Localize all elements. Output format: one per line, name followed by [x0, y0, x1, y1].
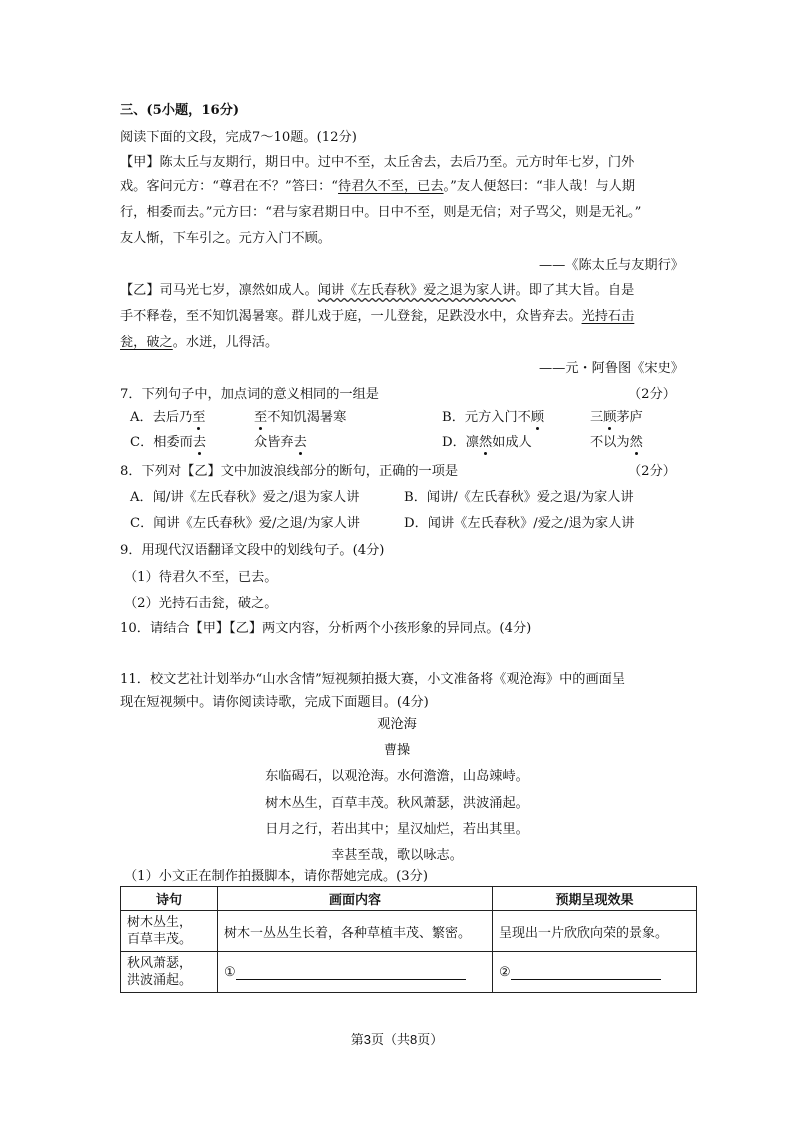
q8-stem: 8．下列对【乙】文中加波浪线部分的断句，正确的一项是 [120, 464, 459, 479]
table-header: 画面内容 [218, 887, 493, 911]
poem-line-2: 树木丛生，百草丰茂。秋风萧瑟，洪波涌起。 [265, 796, 529, 811]
page-footer: 第3页（共8页） [350, 1032, 444, 1047]
q7-option-a-2: 至不知饥渴暑寒 [254, 410, 347, 425]
q8-option-a: A．闻/讲《左氏春秋》爱之/退为家人讲 [130, 490, 360, 505]
q11-line-2: 现在短视频中。请你阅读诗歌，完成下面题目。(4分) [120, 695, 429, 710]
jia-source: ——《陈太丘与友期行》 [538, 258, 684, 273]
table-row [121, 952, 697, 993]
q7-option-c-2: 众皆弃去 [254, 435, 307, 450]
q7-points: （2分） [628, 387, 676, 402]
section-title: 三、(5小题，16分) [120, 103, 240, 118]
table-row [121, 911, 697, 952]
poem-title: 观沧海 [377, 717, 417, 732]
poem-author: 曹操 [383, 743, 411, 758]
table-header: 诗句 [121, 887, 218, 911]
underlined-sentence-2b: 瓮，破之 [120, 335, 173, 350]
poem-line-1: 东临碣石，以观沧海。水何澹澹，山岛竦峙。 [265, 769, 529, 784]
q7-option-d-2: 不以为然 [590, 435, 643, 450]
underlined-sentence-2a: 光持石击 [581, 309, 635, 324]
q8-points: （2分） [628, 464, 676, 479]
answer-blank-2[interactable] [511, 967, 661, 980]
answer-blank-1[interactable] [236, 967, 466, 980]
q7-option-d: D．凛然如成人 [442, 435, 532, 450]
q7-option-b: B．元方入门不顾 [442, 410, 545, 425]
effect-answer-cell[interactable]: ② [493, 952, 697, 993]
yi-line-1: 【乙】司马光七岁，凛然如成人。闻讲《左氏春秋》爱之退为家人讲。即了其大旨。自是 [120, 283, 635, 298]
q9-sentence-1: （1）待君久不至，已去。 [124, 570, 278, 585]
yi-source: ——元・阿鲁图《宋史》 [538, 361, 684, 376]
q9-stem: 9．用现代汉语翻译文段中的划线句子。(4分) [120, 543, 385, 558]
wavy-sentence: 闻讲《左氏春秋》爱之退为家人讲 [317, 283, 516, 298]
q7-option-c: C．相委而去 [130, 435, 207, 450]
underlined-sentence-1: 待君久不至，已去 [338, 179, 444, 194]
effect-cell: 呈现出一片欣欣向荣的景象。 [493, 911, 697, 952]
q11-line-1: 11．校文艺社计划举办“山水含情”短视频拍摄大赛，小文准备将《观沧海》中的画面呈 [120, 672, 626, 687]
table-header-row [121, 887, 697, 911]
table-header: 预期呈现效果 [493, 887, 697, 911]
content-cell: 树木一丛丛生长着，各种草植丰茂、繁密。 [218, 911, 493, 952]
poem-line-4: 幸甚至哉，歌以咏志。 [331, 848, 463, 863]
q7-stem: 7．下列句子中，加点词的意义相同的一组是 [120, 387, 379, 402]
q7-option-b-2: 三顾茅庐 [590, 410, 643, 425]
jia-line-1: 【甲】陈太丘与友期行，期日中。过中不至，太丘舍去，去后乃至。元方时年七岁，门外 [120, 155, 635, 170]
q10-stem: 10．请结合【甲】【乙】两文内容，分析两个小孩形象的异同点。(4分) [120, 621, 532, 636]
yi-line-3: 瓮，破之。水迸，儿得活。 [120, 335, 279, 350]
q8-option-d: D．闻讲《左氏春秋》/爱之/退为家人讲 [404, 516, 635, 531]
jia-line-3: 行，相委而去。”元方曰：“君与家君期日中。日中不至，则是无信；对子骂父，则是无礼。” [120, 205, 642, 220]
q11-sub-1: （1）小文正在制作拍摄脚本，请你帮她完成。(3分) [124, 869, 429, 884]
verse-cell: 秋风萧瑟， 洪波涌起。 [121, 952, 218, 993]
q8-option-b: B．闻讲/《左氏春秋》爱之退/为家人讲 [404, 490, 634, 505]
q9-sentence-2: （2）光持石击瓮，破之。 [124, 596, 278, 611]
reading-intro: 阅读下面的文段，完成7～10题。(12分) [120, 130, 357, 145]
jia-line-2: 戏。客问元方：“尊君在不？”答曰：“待君久不至，已去。”友人便怒曰：“非人哉！与人期 [120, 179, 636, 194]
poem-line-3: 日月之行，若出其中；星汉灿烂，若出其里。 [265, 822, 529, 837]
yi-line-2: 手不释卷，至不知饥渴暑寒。群儿戏于庭，一儿登瓮，足跌没水中，众皆弃去。光持石击 [120, 309, 635, 324]
q8-option-c: C．闻讲《左氏春秋》爱/之退/为家人讲 [130, 516, 360, 531]
q7-option-a: A．去后乃至 [130, 410, 206, 425]
verse-cell: 树木丛生， 百草丰茂。 [121, 911, 218, 952]
jia-line-4: 友人惭，下车引之。元方入门不顾。 [120, 231, 331, 246]
script-table [120, 886, 697, 993]
content-answer-cell[interactable]: ① [218, 952, 493, 993]
